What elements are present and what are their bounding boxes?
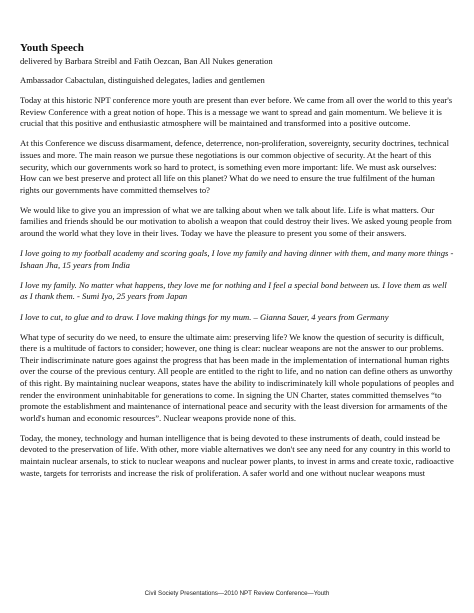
body-paragraph: What type of security do we need, to ensure the ultimate aim: preserving life? We know the question of security is difficult, there is a multitude of factors to consider; however, one thing is clear: nuclear weapons are not the answer to our problems. Their indiscriminate nature goes against the progress that has been made in the implementation of international human rights over the course of the previous century. All people are entitled to the right to life, and no nation can define others as unworthy of this right. By maintaining nuclear weapons, states have the ability to indiscriminately kill whole populations of peoples and render the environment uninhabitable for generations to come. In signing the UN Charter, states committed themselves “to promote the establishment and maintenance of international peace and security with the least diversion for armaments of the world's human and economic resources”. Nuclear weapons provide none of this. — [20, 331, 454, 423]
document-body — [20, 42, 454, 488]
body-paragraph: At this Conference we discuss disarmament, defence, deterrence, non-proliferation, sovereignty, security doctrines, technical issues and more. The main reason we pursue these negotiations is our common objective of security. At the heart of this security, which our governments work so hard to protect, is something even more important: life. We must ask ourselves: How can we best preserve and protect all life on this planet? What do we need to ensure the true fulfilment of the human rights our governments have committed themselves to? — [20, 138, 449, 195]
quote-paragraph: I love to cut, to glue and to draw. I love making things for my mum. – Gianna Sauer, 4 years from Germany — [20, 311, 389, 322]
quote-paragraph: I love going to my football academy and scoring goals, I love my family and having dinner with them, and many more things - Ishaan Jha, 15 years from India — [20, 248, 454, 270]
document-title: Youth Speech — [20, 42, 84, 54]
body-paragraph: Today at this historic NPT conference more youth are present than ever before. We came from all over the world to this year's Review Conference with a great notion of hope. This is a message we want to spread and gain momentum. We believe it is crucial that this positive and enthusiastic atmosphere will be maintained and transformed into a positive outcome. — [20, 95, 453, 129]
document-byline: delivered by Barbara Streibl and Fatih Oezcan, Ban All Nukes generation — [20, 56, 273, 66]
quote-paragraph: I love my family. No matter what happens, they love me for nothing and I feel a special bond between us. I love them as well as I thank them. - Sumi Iyo, 25 years from Japan — [20, 279, 447, 302]
body-paragraph: Today, the money, technology and human intelligence that is being devoted to these instruments of death, could instead be devoted to the preservation of life. With other, more viable alternatives we don't see any need for any country in this world to maintain nuclear arsenals, to stick to nuclear weapons and nuclear power plants, to invest in arms and create toxic, radioactive waste, targets for terrorists and increase the risk of proliferation. A safer world and one without nuclear weapons must — [20, 432, 454, 478]
page-footer: Civil Society Presentations—2010 NPT Review Conference—Youth — [144, 590, 330, 597]
salutation-paragraph: Ambassador Cabactulan, distinguished delegates, ladies and gentlemen — [20, 75, 265, 85]
body-paragraph: We would like to give you an impression of what we are talking about when we talk about life. Life is what matters. Our families and friends should be our motivation to abolish a weapon that could destroy their lives. We asked young people from around the world what they love in their lives. Today we have the pleasure to present you some of their answers. — [20, 204, 452, 239]
